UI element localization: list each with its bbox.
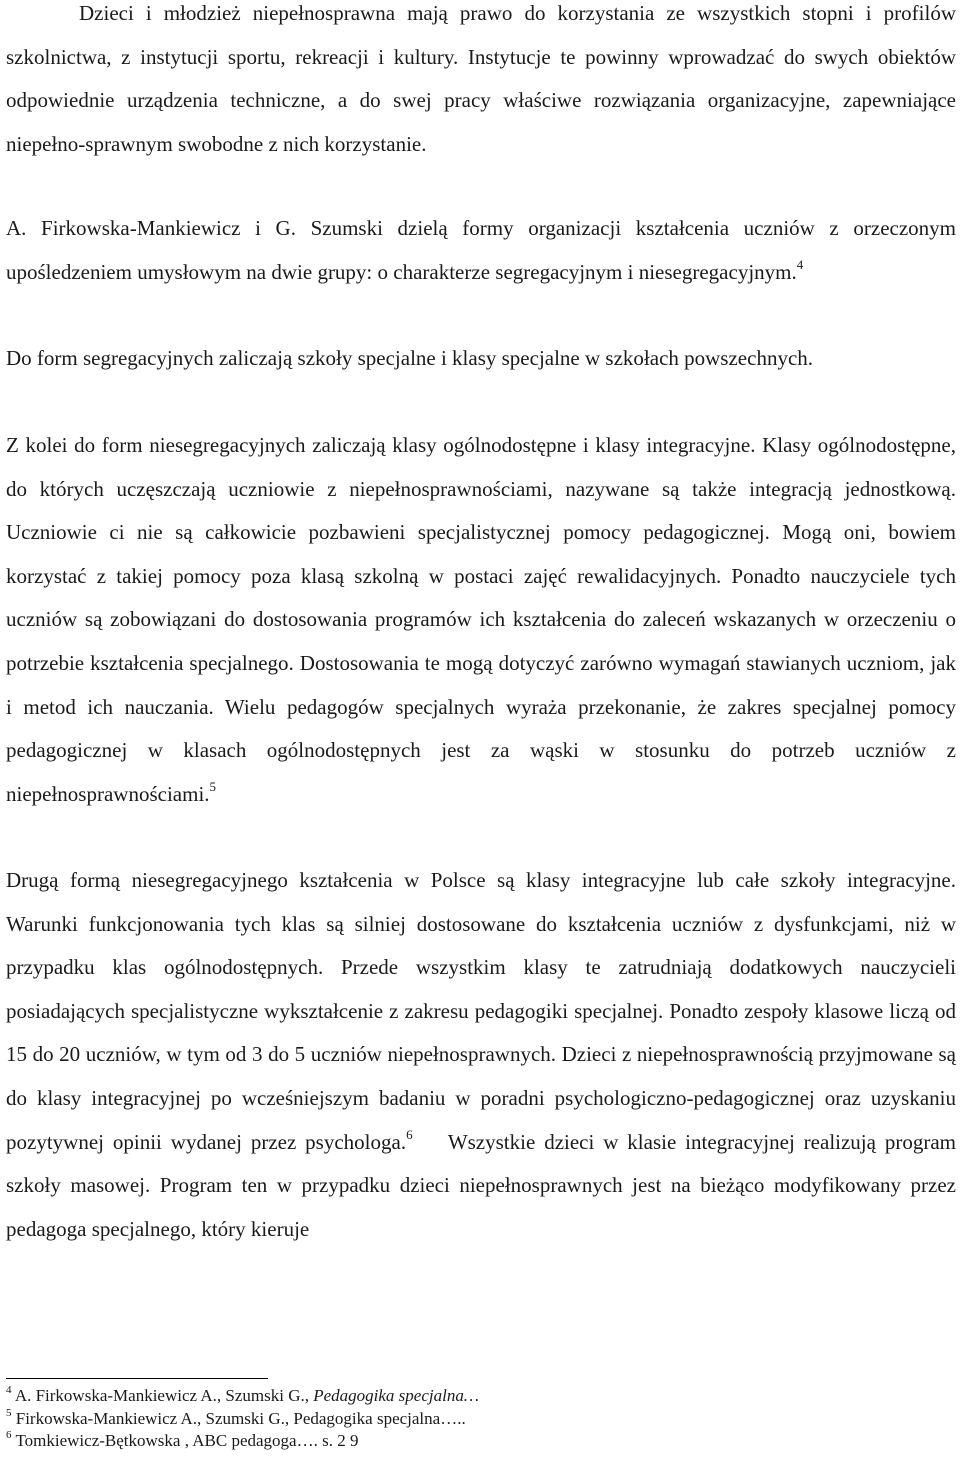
footnote-ref-5[interactable]: 5 [209, 778, 217, 794]
footnote-text: Firkowska-Mankiewicz A., Szumski G., Pedagogika specjalna….. [15, 1408, 466, 1428]
footnote-6 [6, 1430, 906, 1453]
paragraph-nonsegregation-forms [6, 424, 956, 816]
footnote-ref-6[interactable]: 6 [406, 1126, 413, 1142]
footnote-title: Pedagogika specjalna… [313, 1386, 479, 1405]
paragraph-text: Do form segregacyjnych zaliczają szkoły specjalne i klasy specjalne w szkołach powszechnych. [6, 346, 814, 370]
paragraph-text: Drugą formą niesegregacyjnego kształcenia w Polsce są klasy integracyjne lub całe szkoły integracyjne. Warunki funkcjonowania tych klas są silniej dostosowane do kształcenia uczniów z dysfunkcjami, niż w przypadku klas ogólnodostępnych. Przede wszystkim klasy te zatrudniają dodatkowych nauczycieli posiadających specjalistyczne wykształcenie z zakresu pedagogiki specjalnej. Ponadto zespoły klasowe liczą od 15 do 20 uczniów, w tym od 3 do 5 uczniów niepełnosprawnych. Dzieci z niepełnosprawnością przyjmowane są do klasy integracyjnej po wcześniejszym badaniu w poradni psychologiczno-pedagogicznej oraz uzyskaniu pozytywnej opinii wydanej przez psychologa. [6, 868, 956, 1154]
footnote-number: 5 [6, 1406, 12, 1419]
footnote-ref-4[interactable]: 4 [796, 256, 804, 272]
footnote-number: 6 [6, 1429, 12, 1442]
footnote-5 [6, 1408, 906, 1431]
paragraph-forms-classification [6, 207, 956, 294]
footnote-number: 4 [6, 1384, 12, 1397]
footnote-4 [6, 1385, 906, 1408]
footnotes [6, 1385, 906, 1453]
paragraph-text: Dzieci i młodzież niepełnosprawna mają prawo do korzystania ze wszystkich stopni i profilów szkolnictwa, z instytucji sportu, rekreacji i kultury. Instytucje te powinny wprowadzać do swych obiektów odpowiednie urządzenia techniczne, a do swej pracy właściwe rozwiązania organizacyjne, zapewniające niepełno-sprawnym swobodne z nich korzystanie. [6, 1, 956, 156]
paragraph-text: Wszystkie dzieci w klasie integracyjnej realizują program szkoły masowej. Program ten w przypadku dzieci niepełnosprawnych jest na bieżąco modyfikowany przez pedagoga specjalnego, który kieruje [6, 1129, 957, 1241]
footnote-text: Tomkiewicz-Bętkowska , ABC pedagoga…. s. 2 9 [15, 1431, 359, 1450]
footnote-separator [6, 1378, 268, 1379]
paragraph-rights [6, 0, 956, 166]
paragraph-integration-classes [6, 859, 956, 1251]
paragraph-text: Z kolei do form niesegregacyjnych zaliczają klasy ogólnodostępne i klasy integracyjne. Klasy ogólnodostępne, do których uczęszczają uczniowie z niepełnosprawnościami, nazywane są także integracją jednostkową. Uczniowie ci nie są całkowicie pozbawieni specjalistycznej pomocy pedagogicznej. Mogą oni, bowiem korzystać z takiej pomocy poza klasą szkolną w postaci zajęć rewalidacyjnych. Ponadto nauczyciele tych uczniów są zobowiązani do dostosowania programów ich kształcenia do zaleceń wskazanych w orzeczeniu o potrzebie kształcenia specjalnego. Dostosowania te mogą dotyczyć zarówno wymagań stawianych uczniom, jak i metod ich nauczania. Wielu pedagogów specjalnych wyraża przekonanie, że zakres specjalnej pomocy pedagogicznej w klasach ogólnodostępnych jest za wąski w stosunku do potrzeb uczniów z niepełnosprawnościami. [6, 433, 956, 806]
paragraph-text: A. Firkowska-Mankiewicz i G. Szumski dzielą formy organizacji kształcenia uczniów z orzeczonym upośledzeniem umysłowym na dwie grupy: o charakterze segregacyjnym i niesegregacyjnym. [6, 216, 956, 284]
footnote-text: A. Firkowska-Mankiewicz A., Szumski G., [14, 1386, 314, 1405]
paragraph-segregation-forms [6, 337, 956, 381]
